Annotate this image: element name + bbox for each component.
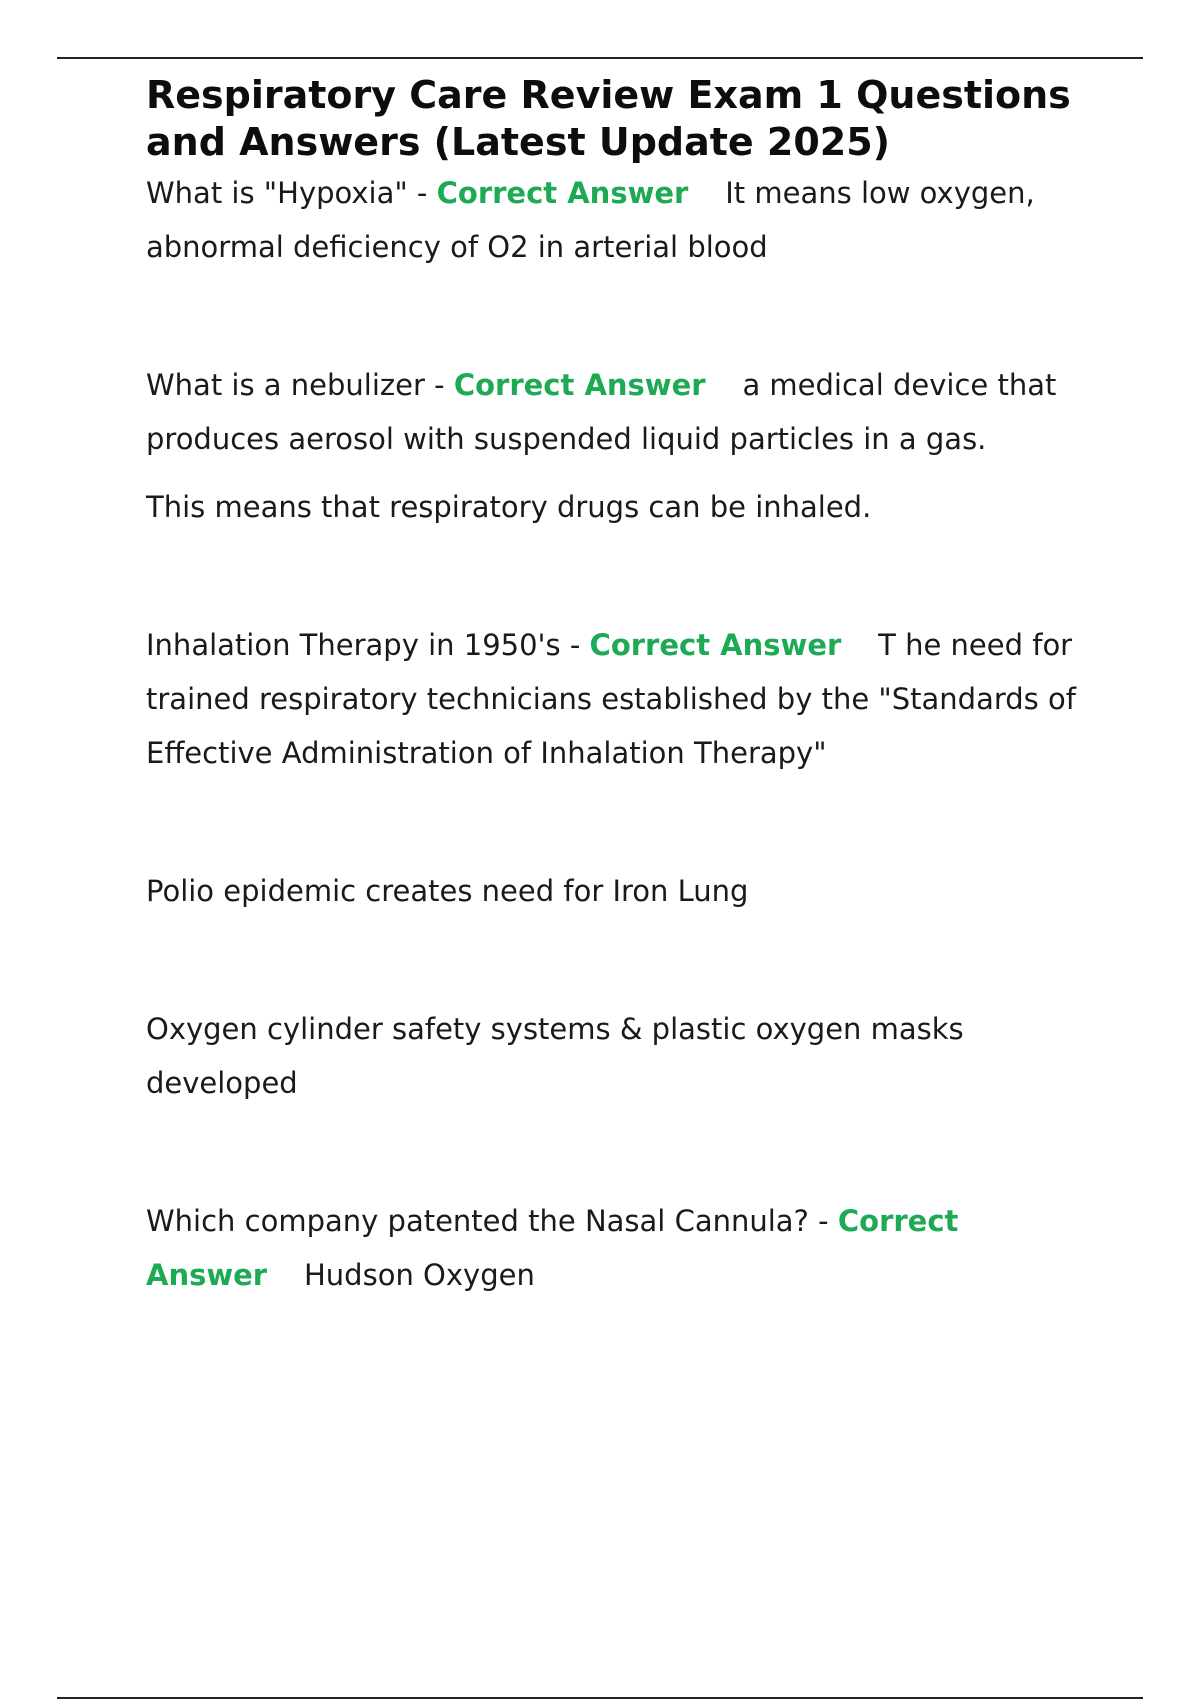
note-text: Polio epidemic creates need for Iron Lung [146,874,749,908]
answer-extra-text: This means that respiratory drugs can be inhaled. [146,490,872,524]
document-title: Respiratory Care Review Exam 1 Questions and Answers (Latest Update 2025) [146,73,1071,164]
qa-item-1 [146,166,1086,274]
answer-text: a medical device that produces aerosol with suspended liquid particles in a gas. [146,368,1057,456]
qa-item-2 [146,358,1086,466]
bottom-rule [57,1697,1143,1699]
answer-text: T he need for trained respiratory technicians established by the "Standards of Effective Administration of Inhalation Therapy" [146,628,1076,770]
question-text: Inhalation Therapy in 1950's - [146,628,590,662]
correct-answer-label: Correct Answer [146,1204,959,1292]
qa-item-4 [146,1194,1086,1302]
qa-item-3 [146,618,1086,780]
answer-text: It means low oxygen, abnormal deficiency of O2 in arterial blood [146,176,1035,264]
question-text: What is "Hypoxia" - [146,176,437,210]
note-text: Oxygen cylinder safety systems & plastic oxygen masks developed [146,1012,964,1100]
correct-answer-label: Correct Answer [453,368,706,402]
question-text: What is a nebulizer - [146,368,454,402]
correct-answer-label: Correct Answer [589,628,842,662]
correct-answer-label: Correct Answer [436,176,689,210]
document-body [146,72,1086,1302]
top-rule [57,57,1143,59]
answer-text: Hudson Oxygen [304,1258,535,1292]
question-text: Which company patented the Nasal Cannula? - [146,1204,838,1238]
